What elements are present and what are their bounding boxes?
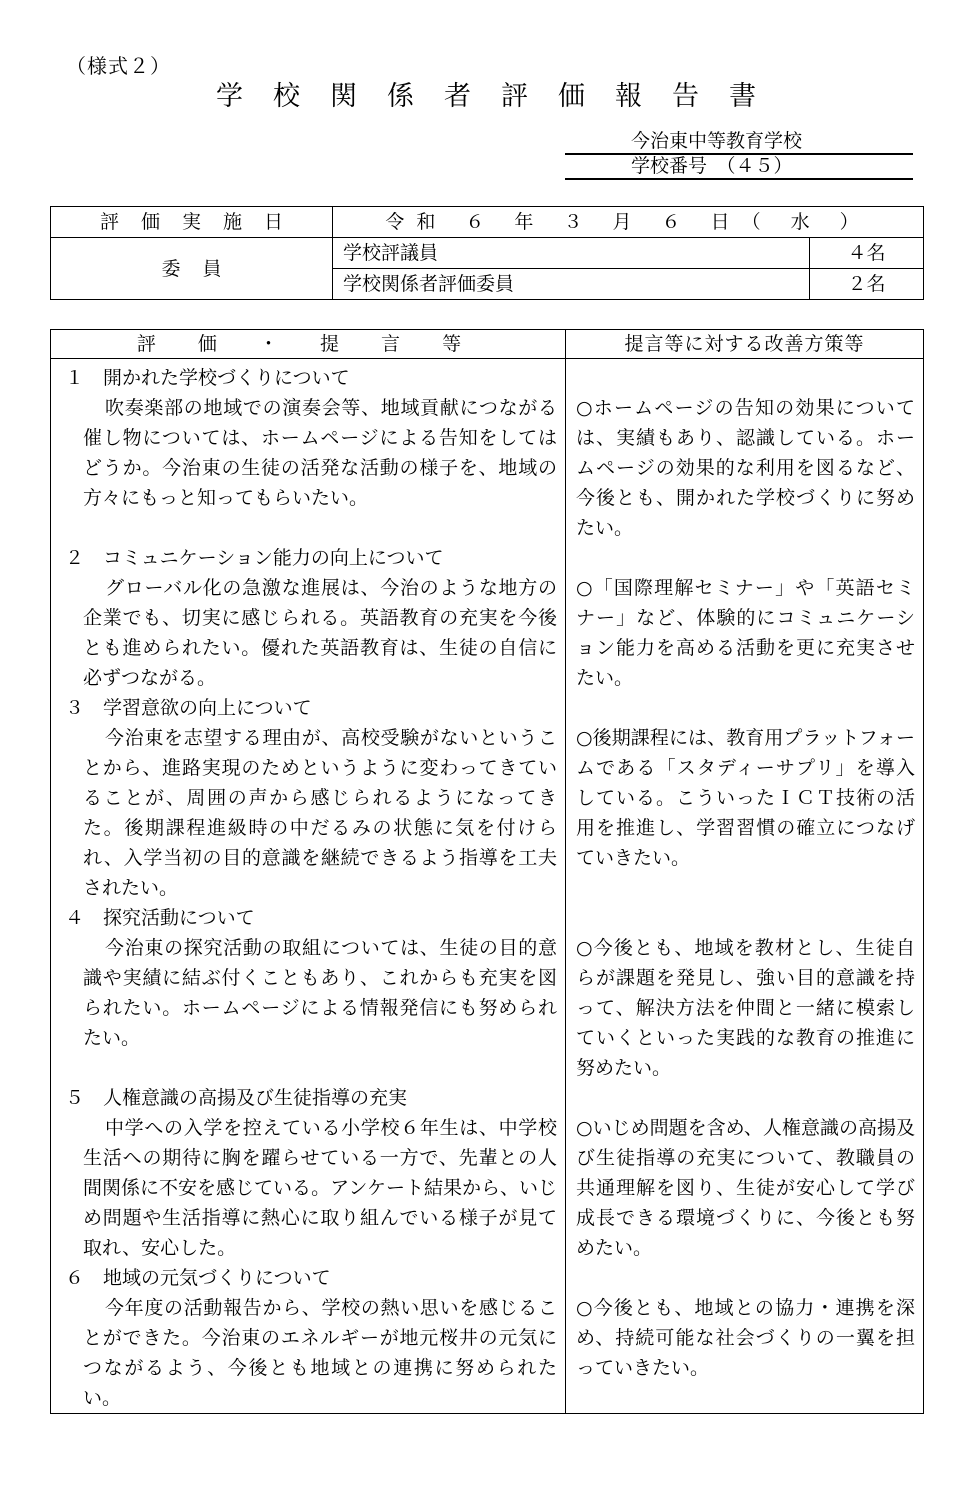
item-title-text: コミュニケーション能力の向上について — [103, 547, 444, 569]
evaluation-item — [65, 693, 557, 903]
evaluation-item-title — [65, 543, 557, 573]
evaluation-comment: グローバル化の急激な進展は、今治のような地方の企業でも、切実に感じられる。英語教育の充実を今後とも進められたい。優れた英語教育は、生徒の自信に必ずつながる。 — [83, 577, 557, 689]
form-number: （様式２） — [66, 54, 171, 78]
evaluation-comment: 中学への入学を控えている小学校６年生は、中学校生活への期待に胸を躍らせている一方で、先輩との人間関係に不安を感じている。アンケート結果から、いじめ問題や生活指導に熱心に取り組んでいる様子が見て取れ、安心した。 — [83, 1117, 557, 1259]
member-count: ４名 — [810, 238, 924, 269]
evaluation-item — [65, 1083, 557, 1263]
item-title-text: 地域の元気づくりについて — [103, 1267, 331, 1289]
item-number: ４ — [65, 907, 85, 929]
members-label: 委員 — [51, 238, 333, 300]
item-title-text: 探究活動について — [103, 907, 255, 929]
improvement-response: ○いじめ問題を含め、人権意識の高揚及び生徒指導の充実について、教職員の共通理解を図り、生徒が安心して学び成長できる環境づくりに、今後とも努めたい。 — [576, 1117, 915, 1259]
improvement-response: ○今後とも、地域を教材とし、生徒自らが課題を発見し、強い目的意識を持って、解決方法を仲間と一緒に模索していくといった実践的な教育の推進に努めたい。 — [576, 937, 915, 1079]
item-title-text: 開かれた学校づくりについて — [103, 367, 350, 389]
item-number: １ — [65, 367, 85, 389]
evaluation-comment: 吹奏楽部の地域での演奏会等、地域貢献につながる催し物については、ホームページによる告知をしてはどうか。今治東の生徒の活発な活動の様子を、地域の方々にもっと知ってもらいたい。 — [83, 397, 557, 509]
item-number: ２ — [65, 547, 85, 569]
evaluation-comment: 今治東の探究活動の取組については、生徒の目的意識や実績に結ぶ付くこともあり、これからも充実を図られたい。ホームページによる情報発信にも努められたい。 — [83, 937, 557, 1049]
evaluation-item-title — [65, 903, 557, 933]
evaluation-comment: 今年度の活動報告から、学校の熱い思いを感じることができた。今治東のエネルギーが地元桜井の元気につながるよう、今後とも地域との連携に努められたい。 — [83, 1297, 557, 1409]
item-number: ５ — [65, 1087, 85, 1109]
school-info — [565, 130, 913, 180]
member-role: 学校関係者評価委員 — [333, 269, 810, 300]
evaluation-column — [51, 359, 566, 1414]
evaluation-item-title — [65, 1263, 557, 1293]
evaluation-item — [65, 1263, 557, 1413]
evaluation-list — [51, 363, 565, 1413]
document-title: 学校関係者評価報告書 — [216, 81, 786, 112]
date-label: 評価実施日 — [51, 207, 333, 238]
school-name: 今治東中等教育学校 — [565, 130, 913, 155]
school-number: 学校番号 （４５） — [565, 155, 913, 180]
evaluation-item — [65, 903, 557, 1053]
item-number: ３ — [65, 697, 85, 719]
evaluation-item — [65, 363, 557, 513]
item-title-text: 学習意欲の向上について — [103, 697, 312, 719]
evaluation-item-title — [65, 363, 557, 393]
improvement-column — [566, 359, 924, 1414]
improvement-response: ○「国際理解セミナー」や「英語セミナー」など、体験的にコミュニケーション能力を高める活動を更に充実させたい。 — [576, 577, 915, 689]
member-count: ２名 — [810, 269, 924, 300]
date-value: 令和 ６ 年 ３ 月 ６ 日（ 水 ） — [333, 207, 924, 238]
improvement-response: ○ホームページの告知の効果については、実績もあり、認識している。ホームページの効果的な利用を図るなど、今後とも、開かれた学校づくりに努めたい。 — [576, 397, 915, 539]
evaluation-item-title — [65, 693, 557, 723]
item-title-text: 人権意識の高揚及び生徒指導の充実 — [103, 1087, 408, 1109]
improvement-response: ○後期課程には、教育用プラットフォームである「スタディーサプリ」を導入している。こういったＩＣＴ技術の活用を推進し、学習習慣の確立につなげていきたい。 — [576, 727, 915, 869]
evaluation-table — [50, 329, 924, 1414]
evaluation-item-title — [65, 1083, 557, 1113]
improvement-list — [566, 363, 923, 1383]
improvement-response: ○今後とも、地域との協力・連携を深め、持続可能な社会づくりの一翼を担っていきたい。 — [576, 1297, 915, 1379]
header-improvement: 提言等に対する改善方策等 — [566, 330, 924, 359]
header-evaluation: 評 価 ・ 提 言 等 — [51, 330, 566, 359]
item-number: ６ — [65, 1267, 85, 1289]
member-role: 学校評議員 — [333, 238, 810, 269]
evaluation-item — [65, 543, 557, 693]
evaluation-comment: 今治東を志望する理由が、高校受験がないということから、進路実現のためというように変わってきていることが、周囲の声から感じられるようになってきた。後期課程進級時の中だるみの状態に気を付けられ、入学当初の目的意識を継続できるよう指導を工夫されたい。 — [83, 727, 557, 899]
summary-table — [50, 206, 924, 300]
